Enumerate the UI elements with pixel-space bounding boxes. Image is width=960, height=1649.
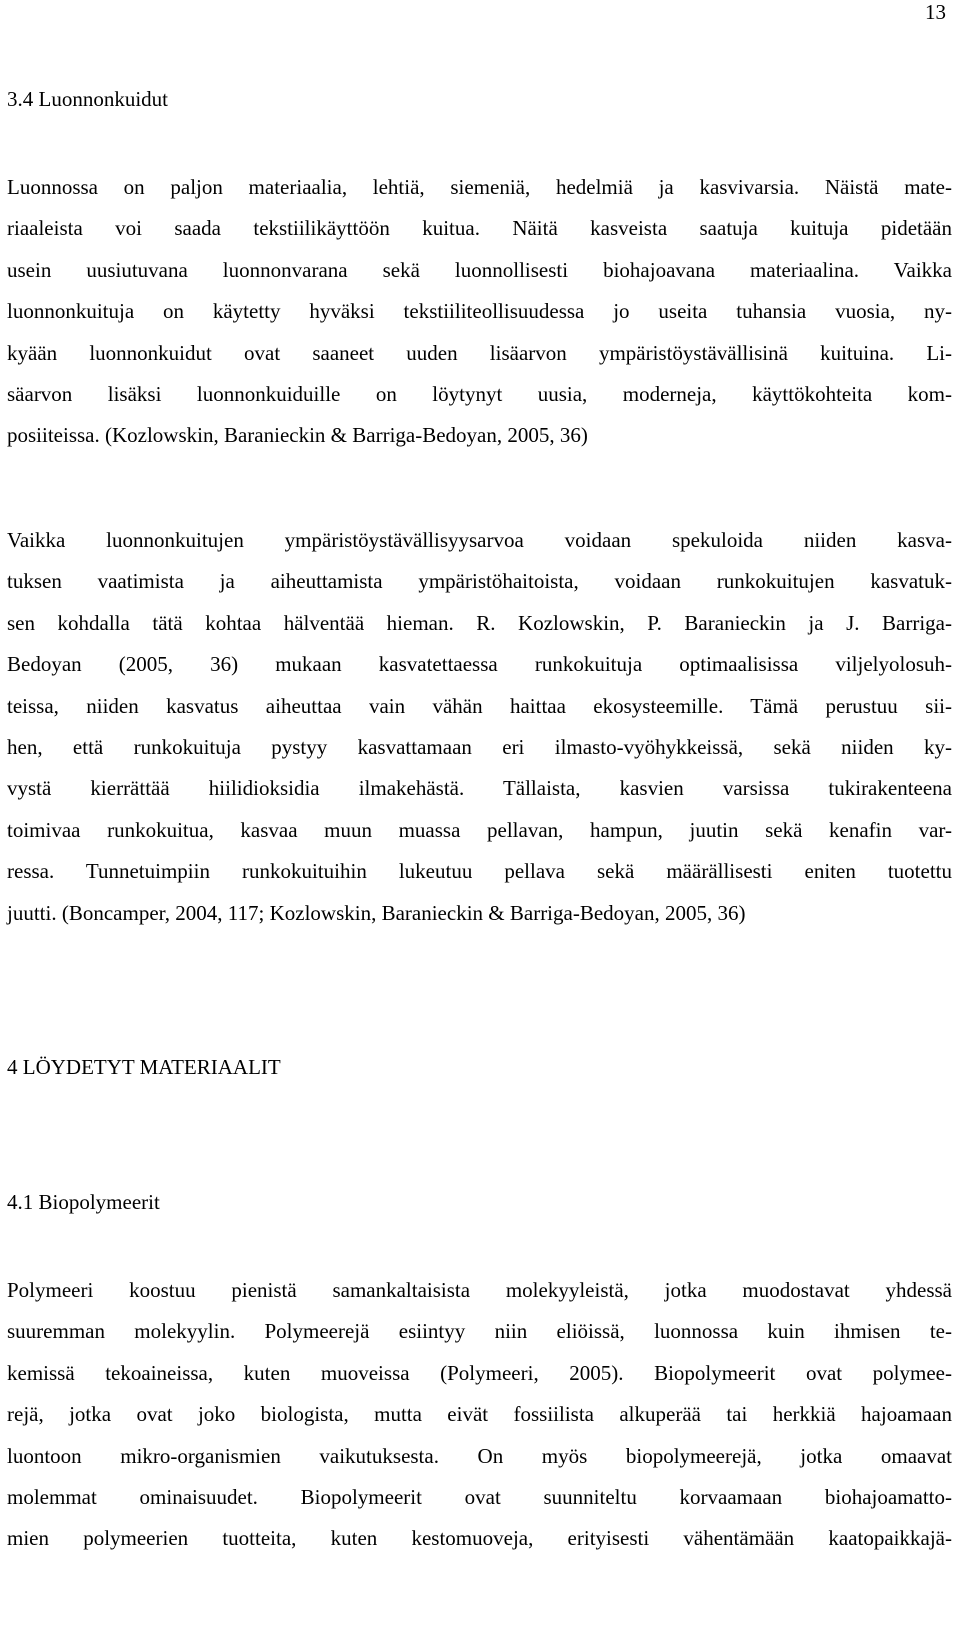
text-line: hen, että runkokuituja pystyy kasvattamaan eri ilmasto-vyöhykkeissä, sekä niiden ky-: [7, 734, 952, 759]
text-line: suuremman molekyylin. Polymeerejä esiintyy niin eliöissä, luonnossa kuin ihmisen te-: [7, 1319, 952, 1344]
text-line: riaaleista voi saada tekstiilikäyttöön kuitua. Näitä kasveista saatuja kuituja pidetään: [7, 216, 952, 241]
text-line: säarvon lisäksi luonnonkuiduille on löytynyt uusia, moderneja, käyttökohteita kom-: [7, 381, 952, 406]
text-line: usein uusiutuvana luonnonvarana sekä luonnollisesti biohajoavana materiaalina. Vaikka: [7, 257, 952, 282]
text-line: tuksen vaatimista ja aiheuttamista ympäristöhaitoista, voidaan runkokuitujen kasvatuk-: [7, 569, 952, 594]
text-line: rejä, jotka ovat joko biologista, mutta eivät fossiilista alkuperää tai herkkiä hajoamaan: [7, 1402, 952, 1427]
text-line: luontoon mikro-organismien vaikutuksesta. On myös biopolymeerejä, jotka omaavat: [7, 1443, 952, 1468]
text-line: Luonnossa on paljon materiaalia, lehtiä, siemeniä, hedelmiä ja kasvivarsia. Näistä mate-: [7, 175, 952, 199]
text-line: vystä kierrättää hiilidioksidia ilmakehästä. Tällaista, kasvien varsissa tukirakenteena: [7, 776, 952, 801]
text-line: posiiteissa. (Kozlowskin, Baranieckin & Barriga-Bedoyan, 2005, 36): [7, 423, 588, 448]
text-line: Bedoyan (2005, 36) mukaan kasvatettaessa runkokuituja optimaalisissa viljelyolosuh-: [7, 652, 952, 677]
text-line: Polymeeri koostuu pienistä samankaltaisista molekyyleistä, jotka muodostavat yhdessä: [7, 1278, 952, 1302]
text-line: toimivaa runkokuitua, kasvaa muun muassa pellavan, hampun, juutin sekä kenafin var-: [7, 817, 952, 842]
text-line: juutti. (Boncamper, 2004, 117; Kozlowskin, Baranieckin & Barriga-Bedoyan, 2005, 36): [7, 900, 746, 925]
text-line: Vaikka luonnonkuitujen ympäristöystävällisyysarvoa voidaan spekuloida niiden kasva-: [7, 528, 952, 552]
text-line: luonnonkuituja on käytetty hyväksi tekstiiliteollisuudessa jo useita tuhansia vuosia, ny-: [7, 299, 952, 324]
section-heading-3-4: 3.4 Luonnonkuidut: [7, 87, 168, 111]
text-line: ressa. Tunnetuimpiin runkokuituihin lukeutuu pellava sekä määrällisesti eniten tuotettu: [7, 859, 952, 884]
paragraph: [7, 1270, 952, 1560]
paragraph: [7, 520, 952, 934]
paragraph: [7, 167, 952, 457]
text-line: mien polymeerien tuotteita, kuten kestomuoveja, erityisesti vähentämään kaatopaikkajä-: [7, 1526, 952, 1551]
section-heading-4-1: 4.1 Biopolymeerit: [7, 1190, 160, 1214]
text-line: teissa, niiden kasvatus aiheuttaa vain vähän haittaa ekosysteemille. Tämä perustuu sii-: [7, 693, 952, 718]
chapter-heading-4: 4 LÖYDETYT MATERIAALIT: [7, 1055, 281, 1079]
text-line: kyään luonnonkuidut ovat saaneet uuden lisäarvon ympäristöystävällisinä kuituina. Li-: [7, 340, 952, 365]
text-line: molemmat ominaisuudet. Biopolymeerit ovat suunniteltu korvaamaan biohajoamatto-: [7, 1484, 952, 1509]
page-number: 13: [925, 0, 946, 24]
text-line: kemissä tekoaineissa, kuten muoveissa (Polymeeri, 2005). Biopolymeerit ovat polymee-: [7, 1360, 952, 1385]
text-line: sen kohdalla tätä kohtaa hälventää hieman. R. Kozlowskin, P. Baranieckin ja J. Barriga-: [7, 610, 952, 635]
